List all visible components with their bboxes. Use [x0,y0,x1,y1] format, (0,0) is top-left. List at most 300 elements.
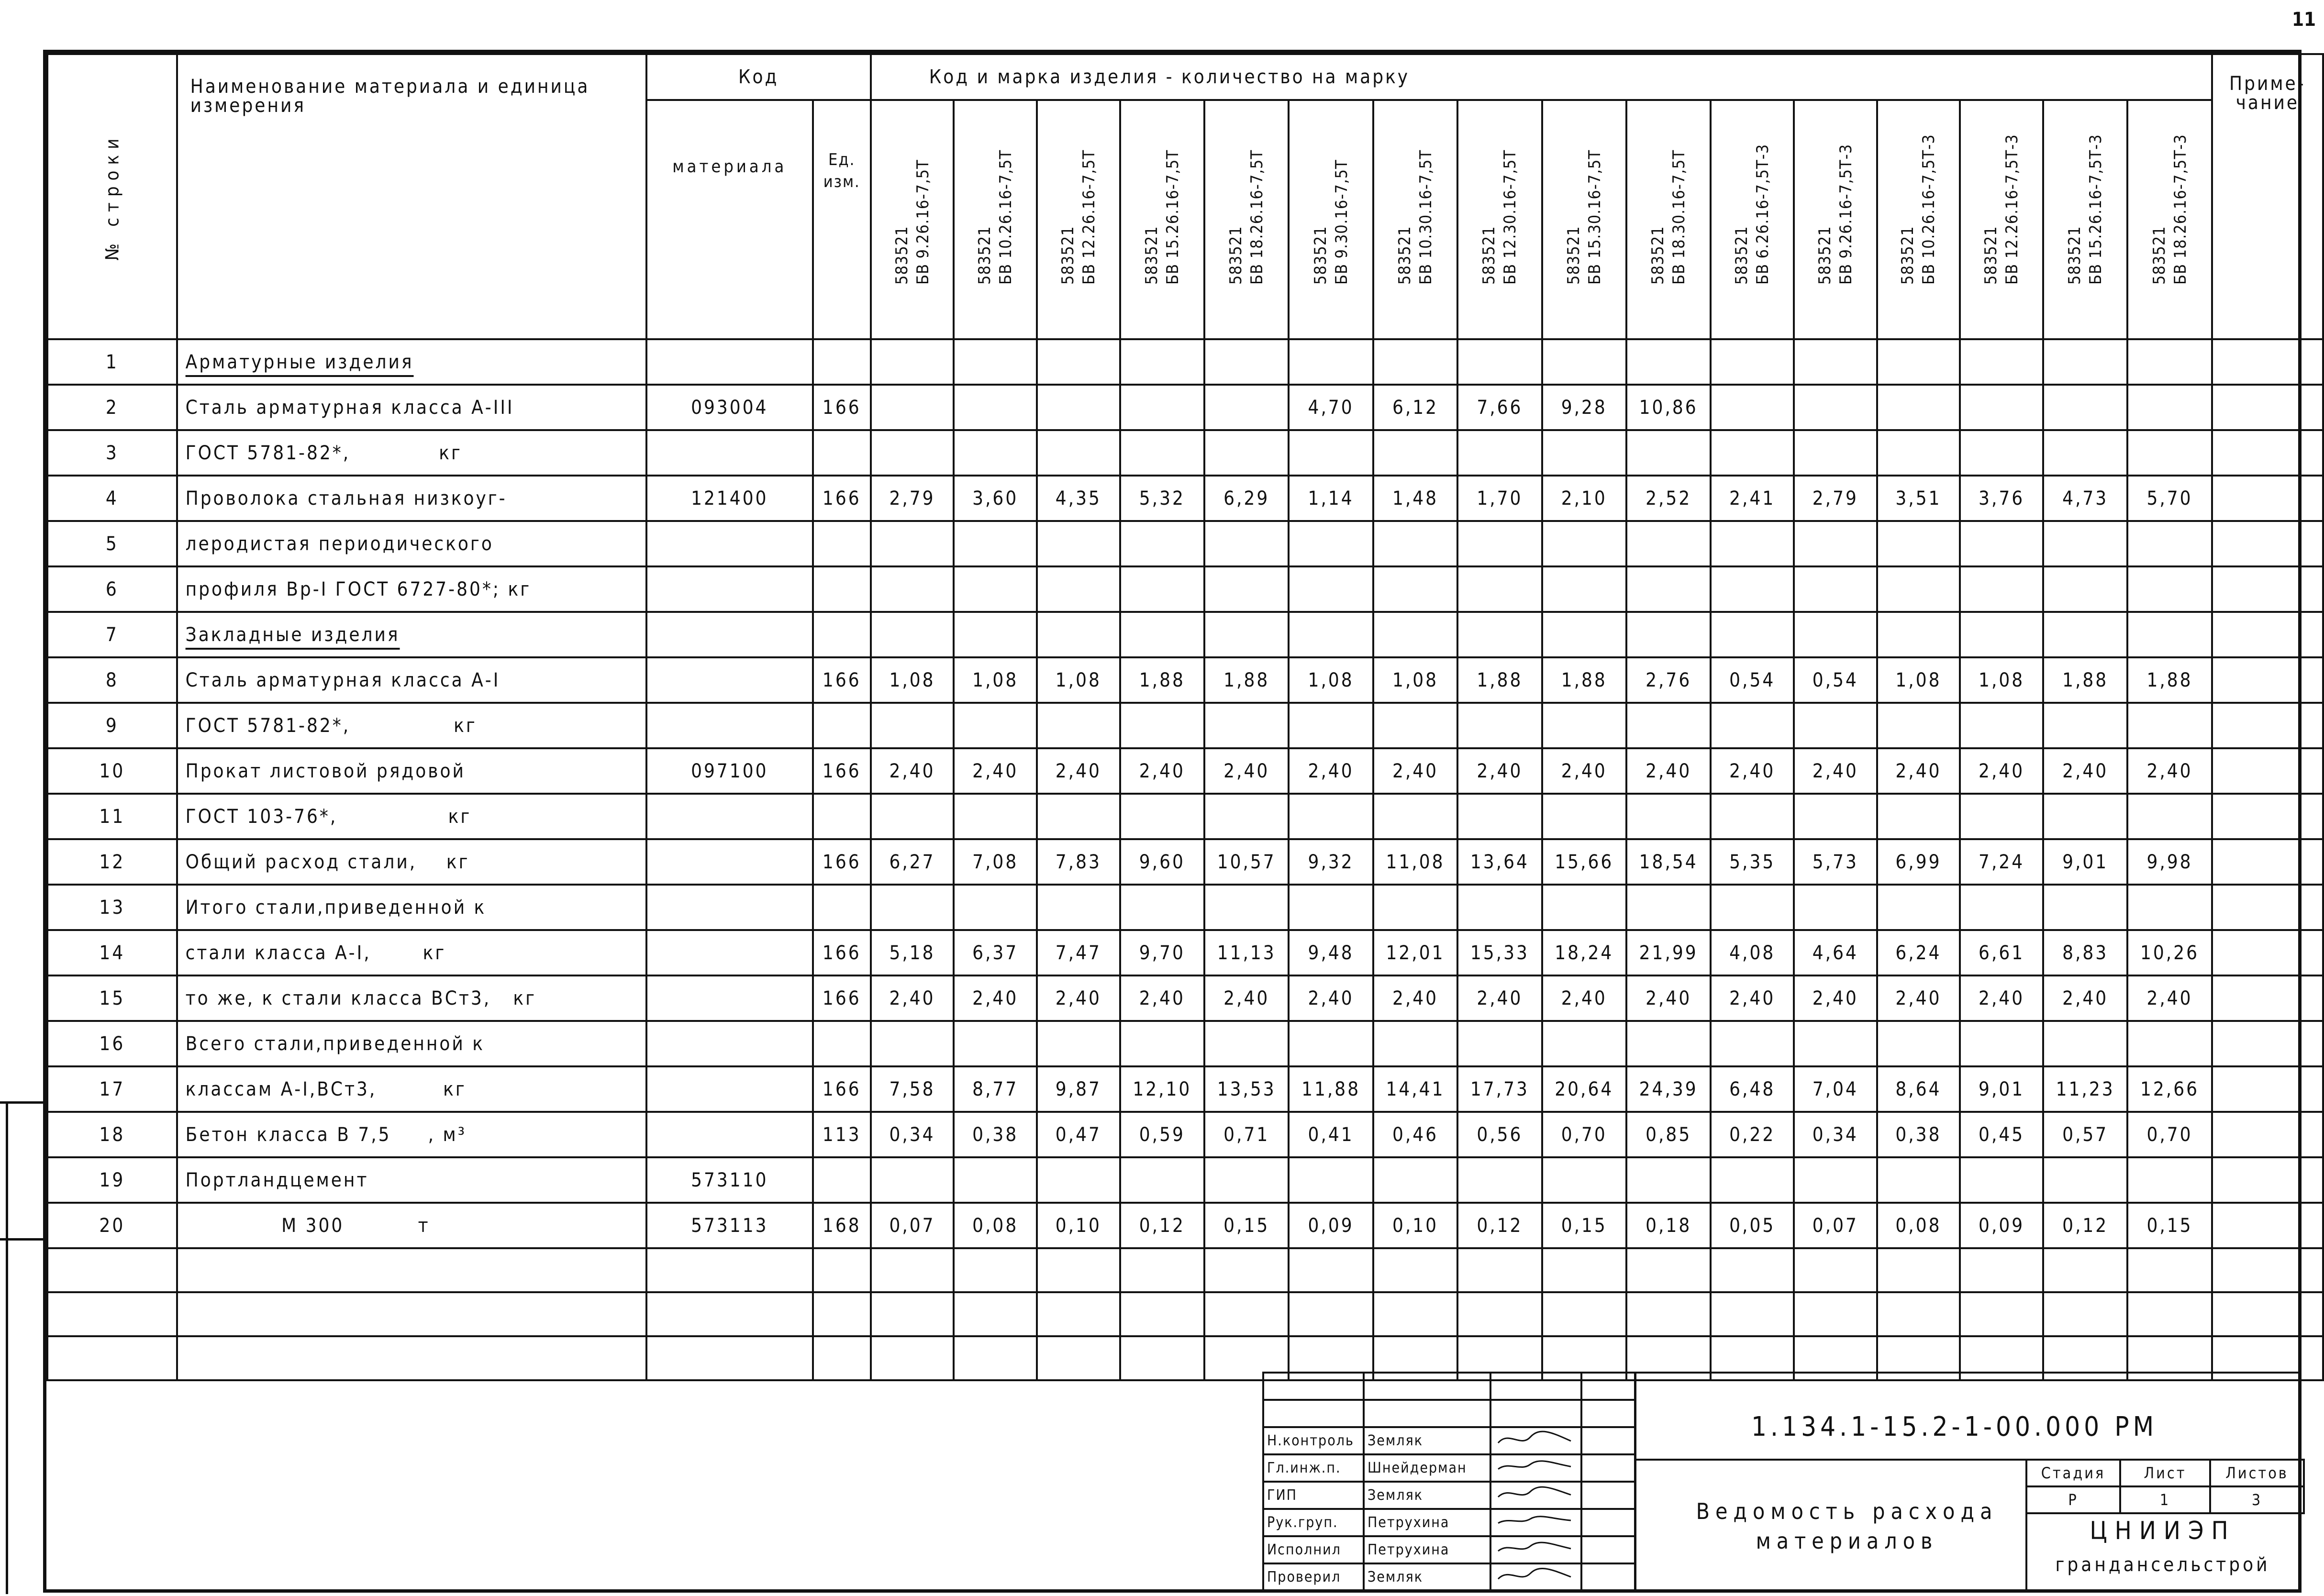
mark-header [1542,100,1626,339]
note-cell [2212,975,2323,1021]
quantity-cell [1794,385,1877,430]
quantity-cell: 5,70 [2127,476,2212,521]
quantity-cell: 1,70 [1457,476,1542,521]
unit-code: 166 [813,839,871,885]
quantity-cell: 2,40 [1542,748,1626,794]
quantity-cell [1037,1021,1120,1066]
unit-code [813,430,871,476]
material-code: 093004 [646,385,813,430]
quantity-cell: 2,40 [1373,975,1457,1021]
quantity-cell [1711,339,1794,385]
quantity-cell [1794,703,1877,748]
quantity-cell [2127,1021,2212,1066]
quantity-cell [954,385,1037,430]
quantity-cell: 0,71 [1204,1112,1289,1157]
quantity-cell: 0,57 [2043,1112,2127,1157]
staff-role: ГИП [1263,1482,1364,1509]
quantity-cell: 7,08 [954,839,1037,885]
mark-code: 583521 [1226,226,1246,285]
note-cell [2212,1021,2323,1066]
quantity-cell: 15,33 [1457,930,1542,975]
quantity-cell [871,385,954,430]
mark-name: БВ 15.30.16-7,5Т [1585,149,1604,285]
quantity-cell: 5,35 [1711,839,1794,885]
material-name [177,430,646,476]
quantity-cell: 0,70 [2127,1112,2212,1157]
quantity-cell [1457,566,1542,612]
empty-cell [1711,1292,1794,1336]
quantity-cell: 2,79 [1794,476,1877,521]
material-name [177,1066,646,1112]
quantity-cell: 2,40 [871,748,954,794]
quantity-cell [1120,612,1204,657]
table-row [47,476,2323,521]
quantity-cell: 12,66 [2127,1066,2212,1112]
note-cell [2212,657,2323,703]
quantity-cell [1457,612,1542,657]
quantity-cell: 0,54 [1711,657,1794,703]
mark-name: БВ 12.26.16-7,5Т [1079,149,1099,285]
mark-code: 583521 [1981,226,2001,285]
quantity-cell [871,430,954,476]
stage-value: Р [2026,1486,2120,1513]
quantity-cell: 9,70 [1120,930,1204,975]
empty-cell [1204,1292,1289,1336]
empty-cell [1120,1292,1204,1336]
quantity-cell: 0,07 [1794,1203,1877,1248]
quantity-cell [1711,566,1794,612]
quantity-cell [2127,385,2212,430]
quantity-cell: 1,08 [1037,657,1120,703]
quantity-cell: 2,41 [1711,476,1794,521]
note-cell [2212,703,2323,748]
quantity-cell [1794,566,1877,612]
quantity-cell: 3,76 [1960,476,2043,521]
mark-name: БВ 18.30.16-7,5Т [1669,149,1689,285]
staff-name: Земляк [1364,1427,1490,1454]
quantity-cell [954,1157,1037,1203]
row-number: 13 [47,885,177,930]
material-name [177,476,646,521]
empty-cell [1037,1248,1120,1292]
organization-name: ЦНИИЭП [2090,1517,2236,1545]
quantity-cell [1120,794,1204,839]
note-cell [2212,339,2323,385]
quantity-cell: 18,54 [1626,839,1711,885]
quantity-cell [1120,521,1204,566]
quantity-cell [1960,794,2043,839]
note-cell [2212,1203,2323,1248]
mark-header [954,100,1037,339]
row-number: 15 [47,975,177,1021]
quantity-cell [871,1157,954,1203]
header-unit: Ед. изм. [813,100,871,339]
quantity-cell: 11,88 [1289,1066,1373,1112]
quantity-cell [1289,885,1373,930]
table-row [47,1157,2323,1203]
quantity-cell [954,703,1037,748]
empty-cell [871,1336,954,1380]
unit-code: 166 [813,476,871,521]
quantity-cell [2043,703,2127,748]
row-number: 16 [47,1021,177,1066]
quantity-cell [1877,612,1960,657]
row-number: 4 [47,476,177,521]
quantity-cell: 1,88 [1542,657,1626,703]
quantity-cell: 0,10 [1037,1203,1120,1248]
quantity-cell [1037,612,1120,657]
quantity-cell: 3,51 [1877,476,1960,521]
quantity-cell [1542,521,1626,566]
quantity-cell: 0,05 [1711,1203,1794,1248]
mark-name: БВ 15.26.16-7,5Т [1163,149,1182,285]
header-marks-caption: Код и марка изделия - количество на марку [871,54,2212,100]
quantity-cell: 1,08 [1877,657,1960,703]
quantity-cell [2127,1157,2212,1203]
mark-header [1457,100,1542,339]
table-row [47,975,2323,1021]
material-name-text: Арматурные изделия [185,351,414,373]
quantity-cell: 0,07 [871,1203,954,1248]
quantity-cell [1711,521,1794,566]
material-name [177,339,646,385]
unit-code: 168 [813,1203,871,1248]
quantity-cell [871,885,954,930]
mark-header [1711,100,1794,339]
empty-cell [646,1248,813,1292]
staff-row [1263,1536,1635,1563]
empty-cell [1960,1336,2043,1380]
quantity-cell [1373,430,1457,476]
quantity-cell [1542,339,1626,385]
empty-cell [871,1248,954,1292]
quantity-cell [1960,430,2043,476]
quantity-cell: 0,70 [1542,1112,1626,1157]
empty-cell [954,1336,1037,1380]
quantity-cell [1960,1021,2043,1066]
quantity-cell [1204,521,1289,566]
empty-cell [1373,1292,1457,1336]
quantity-cell: 0,46 [1373,1112,1457,1157]
row-number: 11 [47,794,177,839]
quantity-cell: 2,40 [1877,975,1960,1021]
empty-cell [177,1336,646,1380]
sheet-number: 11 [2292,9,2316,31]
material-name-text: Всего стали,приведенной к [185,1032,485,1055]
header-material: материала [646,100,813,339]
quantity-cell [1289,521,1373,566]
quantity-cell: 2,40 [1794,748,1877,794]
quantity-cell: 24,39 [1626,1066,1711,1112]
empty-cell [2043,1336,2127,1380]
quantity-cell [1373,1157,1457,1203]
quantity-cell: 1,88 [1204,657,1289,703]
quantity-cell: 0,08 [1877,1203,1960,1248]
quantity-cell: 0,47 [1037,1112,1120,1157]
quantity-cell [1289,1157,1373,1203]
quantity-cell: 0,59 [1120,1112,1204,1157]
quantity-cell: 9,48 [1289,930,1373,975]
quantity-cell: 11,08 [1373,839,1457,885]
quantity-cell: 2,40 [2127,748,2212,794]
quantity-cell [1794,521,1877,566]
quantity-cell: 4,08 [1711,930,1794,975]
note-cell [2212,566,2323,612]
quantity-cell: 2,40 [2043,975,2127,1021]
sheets-label: Листов [2210,1460,2304,1486]
quantity-cell [2127,885,2212,930]
material-name-text: М 300 т [185,1214,430,1237]
quantity-cell [871,794,954,839]
quantity-cell [1711,703,1794,748]
row-number: 20 [47,1203,177,1248]
empty-cell [954,1248,1037,1292]
quantity-cell: 2,52 [1626,476,1711,521]
quantity-cell [1120,385,1204,430]
mark-name: БВ 9.30.16-7,5Т [1332,159,1351,285]
quantity-cell: 0,54 [1794,657,1877,703]
empty-cell [1542,1292,1626,1336]
quantity-cell [1457,521,1542,566]
empty-cell [1373,1248,1457,1292]
signature-scribble [1494,1456,1576,1477]
staff-role: Исполнил [1263,1536,1364,1563]
table-row [47,748,2323,794]
empty-cell [2127,1336,2212,1380]
quantity-cell [1204,385,1289,430]
quantity-cell: 9,60 [1120,839,1204,885]
mark-header [1626,100,1711,339]
quantity-cell [1711,885,1794,930]
quantity-cell [1877,1157,1960,1203]
quantity-cell: 1,08 [1373,657,1457,703]
signature [1490,1563,1581,1591]
mark-header [1794,100,1877,339]
empty-cell [2127,1248,2212,1292]
material-name-text: ГОСТ 103-76*, кг [185,805,472,828]
material-name [177,1157,646,1203]
quantity-cell: 1,88 [2043,657,2127,703]
quantity-cell: 6,48 [1711,1066,1794,1112]
row-number: 17 [47,1066,177,1112]
unit-code [813,885,871,930]
document-code: 1.134.1-15.2-1-00.000 РМ [1751,1411,2158,1442]
quantity-cell: 2,76 [1626,657,1711,703]
table-row [47,794,2323,839]
quantity-cell [1457,885,1542,930]
quantity-cell [871,703,954,748]
quantity-cell [1373,885,1457,930]
quantity-cell [1626,703,1711,748]
mark-header [871,100,954,339]
material-name [177,885,646,930]
quantity-cell: 0,12 [2043,1203,2127,1248]
quantity-cell: 2,40 [1289,748,1373,794]
quantity-cell: 0,09 [1289,1203,1373,1248]
header-note: Приме-чание [2212,54,2323,339]
material-name-text: профиля Вр-I ГОСТ 6727-80*; кг [185,578,532,600]
empty-cell [2212,1292,2323,1336]
mark-header [1960,100,2043,339]
quantity-cell: 8,77 [954,1066,1037,1112]
quantity-cell [2043,1021,2127,1066]
quantity-cell: 2,40 [954,975,1037,1021]
row-number: 12 [47,839,177,885]
quantity-cell [2043,1157,2127,1203]
mark-name: БВ 12.30.16-7,5Т [1501,149,1520,285]
table-row [47,1066,2323,1112]
quantity-cell: 2,40 [2127,975,2212,1021]
mark-code: 583521 [2149,226,2169,285]
quantity-cell: 2,40 [1120,975,1204,1021]
empty-cell [2043,1248,2127,1292]
empty-cell [813,1336,871,1380]
material-code [646,1021,813,1066]
quantity-cell [1626,1021,1711,1066]
quantity-cell: 1,08 [871,657,954,703]
material-name-text: Итого стали,приведенной к [185,896,487,919]
signature-scribble [1494,1510,1576,1531]
quantity-cell: 8,83 [2043,930,2127,975]
quantity-cell [1120,1157,1204,1203]
staff-name: Земляк [1364,1482,1490,1509]
quantity-cell [871,1021,954,1066]
quantity-cell: 2,40 [1373,748,1457,794]
material-name-text: Портландцемент [185,1169,369,1191]
quantity-cell [2127,703,2212,748]
materials-table [46,53,2324,1381]
quantity-cell [1037,339,1120,385]
unit-code [813,1157,871,1203]
material-code [646,885,813,930]
quantity-cell: 2,40 [1457,748,1542,794]
material-code [646,703,813,748]
material-code [646,839,813,885]
mark-code: 583521 [1648,226,1668,285]
quantity-cell: 15,66 [1542,839,1626,885]
quantity-cell [2127,794,2212,839]
quantity-cell: 14,41 [1373,1066,1457,1112]
quantity-cell: 4,64 [1794,930,1877,975]
mark-header [1204,100,1289,339]
quantity-cell: 6,12 [1373,385,1457,430]
empty-cell [1037,1336,1120,1380]
material-name-text: Общий расход стали, кг [185,851,470,873]
mark-name: БВ 15.26.16-7,5Т-3 [2086,134,2106,285]
mark-code: 583521 [1898,226,1918,285]
quantity-cell: 2,40 [1960,748,2043,794]
quantity-cell [2127,612,2212,657]
sheets-value: 3 [2210,1486,2304,1513]
mark-header [1877,100,1960,339]
quantity-cell: 1,14 [1289,476,1373,521]
empty-cell [1794,1336,1877,1380]
row-number: 8 [47,657,177,703]
empty-cell [2043,1292,2127,1336]
material-name [177,1021,646,1066]
empty-cell [47,1292,177,1336]
material-code [646,930,813,975]
quantity-cell: 2,40 [1626,975,1711,1021]
note-cell [2212,794,2323,839]
material-code [646,794,813,839]
empty-cell [177,1248,646,1292]
quantity-cell [954,885,1037,930]
empty-cell [1794,1292,1877,1336]
material-name-text: Бетон класса В 7,5 , м³ [185,1123,467,1146]
table-row [47,521,2323,566]
quantity-cell [1289,430,1373,476]
quantity-cell [871,612,954,657]
mark-name: БВ 10.26.16-7,5Т-3 [1919,134,1939,285]
quantity-cell: 2,40 [1289,975,1373,1021]
quantity-cell [954,794,1037,839]
table-row [47,339,2323,385]
quantity-cell: 13,64 [1457,839,1542,885]
material-name [177,930,646,975]
material-name-text: ГОСТ 5781-82*, кг [185,442,462,464]
empty-cell [1711,1336,1794,1380]
quantity-cell: 0,85 [1626,1112,1711,1157]
quantity-cell [1120,339,1204,385]
quantity-cell: 11,23 [2043,1066,2127,1112]
quantity-cell [1289,794,1373,839]
material-name [177,612,646,657]
quantity-cell [954,612,1037,657]
quantity-cell: 6,99 [1877,839,1960,885]
quantity-cell [1037,794,1120,839]
organization-subtitle: грандансельстрой [2055,1554,2270,1576]
quantity-cell: 9,01 [1960,1066,2043,1112]
quantity-cell [1120,885,1204,930]
quantity-cell [1037,430,1120,476]
quantity-cell [1373,566,1457,612]
note-cell [2212,885,2323,930]
quantity-cell [2127,430,2212,476]
quantity-cell [1373,794,1457,839]
row-number: 18 [47,1112,177,1157]
mark-header [1373,100,1457,339]
quantity-cell [1794,885,1877,930]
material-name-text: Сталь арматурная класса А-I [185,669,500,691]
quantity-cell: 1,88 [2127,657,2212,703]
quantity-cell: 0,41 [1289,1112,1373,1157]
quantity-cell [1877,385,1960,430]
quantity-cell: 5,32 [1120,476,1204,521]
quantity-cell [871,566,954,612]
title-block-border [1635,1372,1636,1593]
quantity-cell [2043,612,2127,657]
empty-cell [1626,1336,1711,1380]
note-cell [2212,748,2323,794]
quantity-cell [1120,703,1204,748]
empty-cell [1289,1248,1373,1292]
quantity-cell [1204,430,1289,476]
quantity-cell [1711,1021,1794,1066]
signature [1490,1427,1581,1454]
quantity-cell: 7,47 [1037,930,1120,975]
row-number: 9 [47,703,177,748]
quantity-cell [1542,703,1626,748]
quantity-cell [1373,703,1457,748]
table-row [47,839,2323,885]
quantity-cell [1457,1157,1542,1203]
material-name [177,975,646,1021]
quantity-cell [1877,430,1960,476]
quantity-cell [1877,566,1960,612]
material-name [177,748,646,794]
quantity-cell: 1,08 [1960,657,2043,703]
